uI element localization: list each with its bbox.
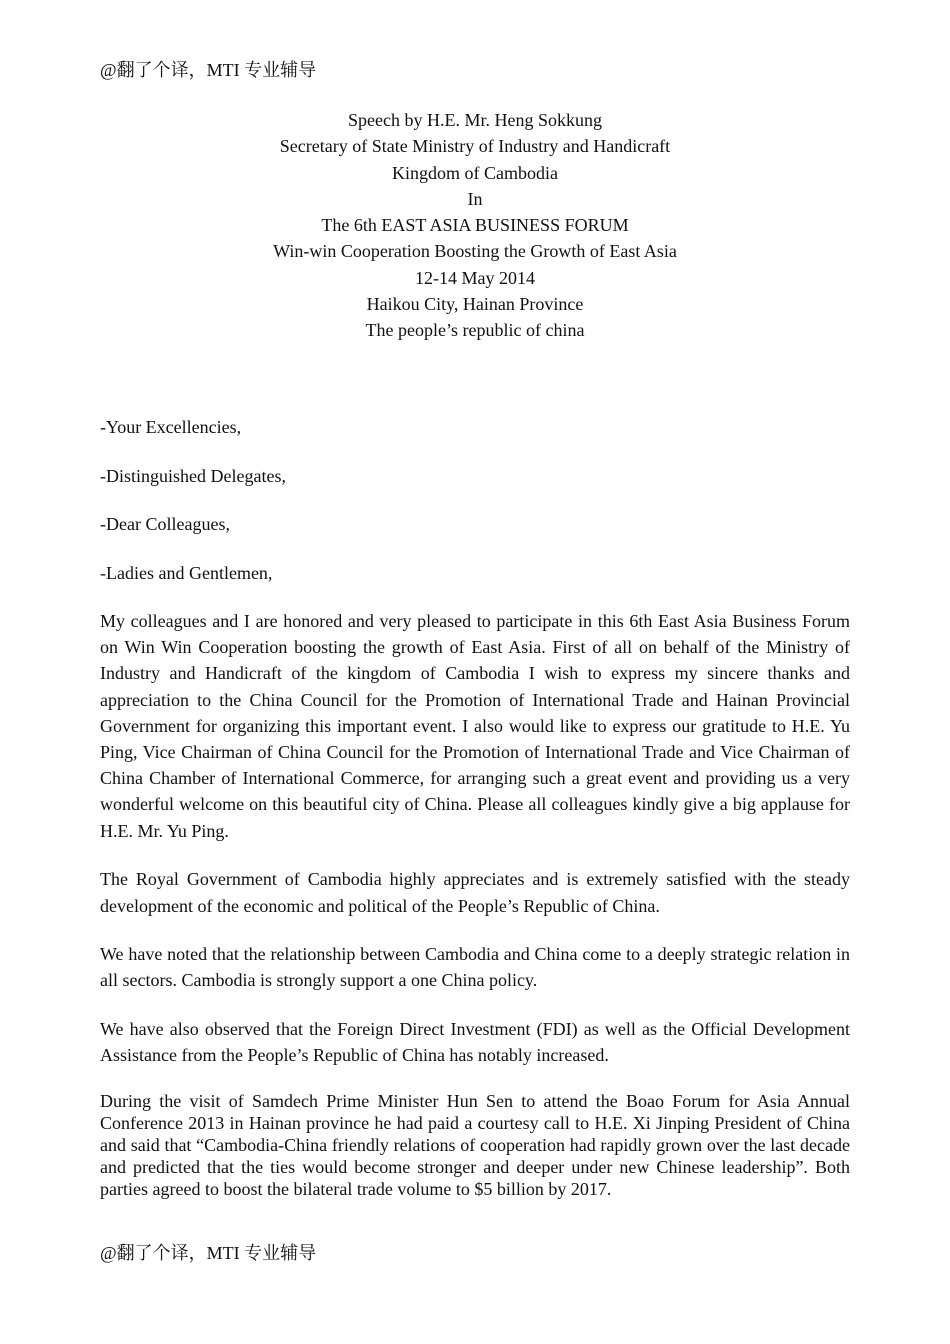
paragraph-royal-government: The Royal Government of Cambodia highly appreciates and is extremely satisfied with the steady development of the economic and political of the People’s Republic of China. — [100, 869, 850, 916]
title-theme-line: Win-win Cooperation Boosting the Growth of East Asia — [273, 241, 677, 262]
speech-body — [100, 608, 850, 1200]
salutation-ladies-gentlemen: -Ladies and Gentlemen, — [100, 562, 273, 583]
title-event-line: The 6th EAST ASIA BUSINESS FORUM — [321, 215, 629, 236]
paragraph-fdi: We have also observed that the Foreign Direct Investment (FDI) as well as the Official Development Assistance from the People’s Republic of China has notably increased. — [100, 1019, 850, 1066]
title-city-line: Haikou City, Hainan Province — [366, 294, 584, 315]
title-nation-line: The people’s republic of china — [365, 320, 585, 341]
salutation-delegates: -Distinguished Delegates, — [100, 465, 286, 486]
footer-watermark: @翻了个译，MTI 专业辅导 — [100, 1243, 317, 1263]
salutation-colleagues: -Dear Colleagues, — [100, 514, 230, 534]
paragraph-boao-visit: During the visit of Samdech Prime Minister Hun Sen to attend the Boao Forum for Asia Annual Conference 2013 in Hainan province he had paid a courtesy call to H.E. Xi Jinping President of China and said that “Cambodia-China friendly relations of cooperation had rapidly grown over the last decade and predicted that the ties would become stronger and deeper under new Chinese leadership”. Both parties agreed to boost the bilateral trade volume to $5 billion by 2017. — [100, 1091, 850, 1200]
speech-title-block — [100, 107, 850, 344]
header-watermark: @翻了个译，MTI 专业辅导 — [100, 60, 317, 80]
paragraph-relationship: We have noted that the relationship between Cambodia and China come to a deeply strategic relation in all sectors. Cambodia is strongly support a one China policy. — [100, 944, 850, 991]
salutation-excellencies: -Your Excellencies, — [100, 417, 242, 437]
title-date-line: 12-14 May 2014 — [415, 267, 535, 288]
title-country-line: Kingdom of Cambodia — [392, 162, 558, 183]
salutation-list — [100, 414, 850, 608]
title-position-line: Secretary of State Ministry of Industry and Handicraft — [279, 136, 671, 157]
paragraph-opening-thanks: My colleagues and I are honored and very pleased to participate in this 6th East Asia Business Forum on Win Win Cooperation boosting the growth of East Asia. First of all on behalf of the Ministry of Industry and Handicraft of the kingdom of Cambodia I wish to express my sincere thanks and appreciation to the China Council for the Promotion of International Trade and Hainan Provincial Government for organizing this important event. I also would like to express our gratitude to H.E. Yu Ping, Vice Chairman of China Council for the Promotion of International Trade and Vice Chairman of China Chamber of International Commerce, for arranging such a great event and providing us a very wonderful welcome on this beautiful city of China. Please all colleagues kindly give a big applause for H.E. Mr. Yu Ping. — [100, 611, 850, 841]
title-in-line: In — [467, 188, 483, 209]
title-speaker-line: Speech by H.E. Mr. Heng Sokkung — [348, 110, 602, 130]
